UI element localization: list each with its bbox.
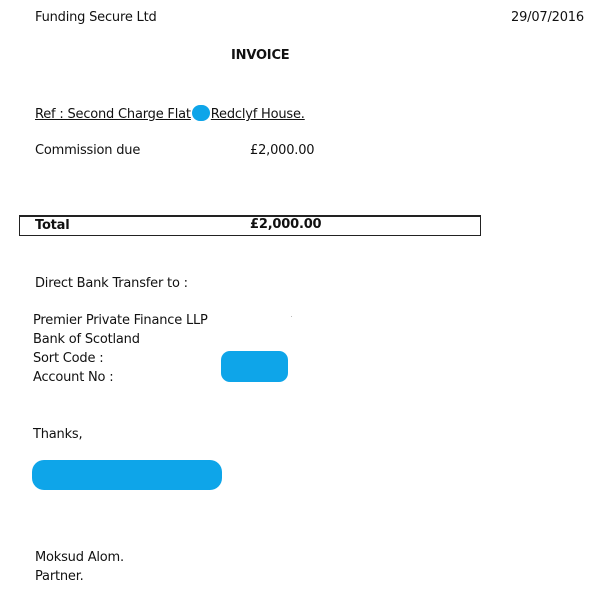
commission-label: Commission due [35, 143, 141, 158]
flat-number-redaction [192, 105, 210, 121]
scan-speck [291, 316, 292, 317]
sort-code-label: Sort Code : [33, 351, 104, 366]
company-name: Funding Secure Ltd [35, 10, 157, 25]
reference-prefix: Ref : Second Charge Flat [35, 107, 191, 122]
signer-title: Partner. [35, 569, 84, 584]
bank-name: Bank of Scotland [33, 332, 140, 347]
invoice-title: INVOICE [231, 48, 290, 63]
account-no-label: Account No : [33, 370, 114, 385]
reference-line [35, 105, 305, 123]
signer-name: Moksud Alom. [35, 550, 124, 565]
total-amount: £2,000.00 [250, 217, 322, 232]
commission-amount: £2,000.00 [250, 143, 315, 158]
signature-redaction [32, 460, 222, 490]
total-label: Total [35, 218, 70, 233]
bank-details-redaction [221, 351, 288, 382]
invoice-date: 29/07/2016 [511, 10, 584, 25]
transfer-heading: Direct Bank Transfer to : [35, 276, 188, 291]
payee-name: Premier Private Finance LLP [33, 313, 208, 328]
reference-suffix: Redclyf House. [210, 107, 305, 122]
thanks-text: Thanks, [33, 427, 83, 442]
